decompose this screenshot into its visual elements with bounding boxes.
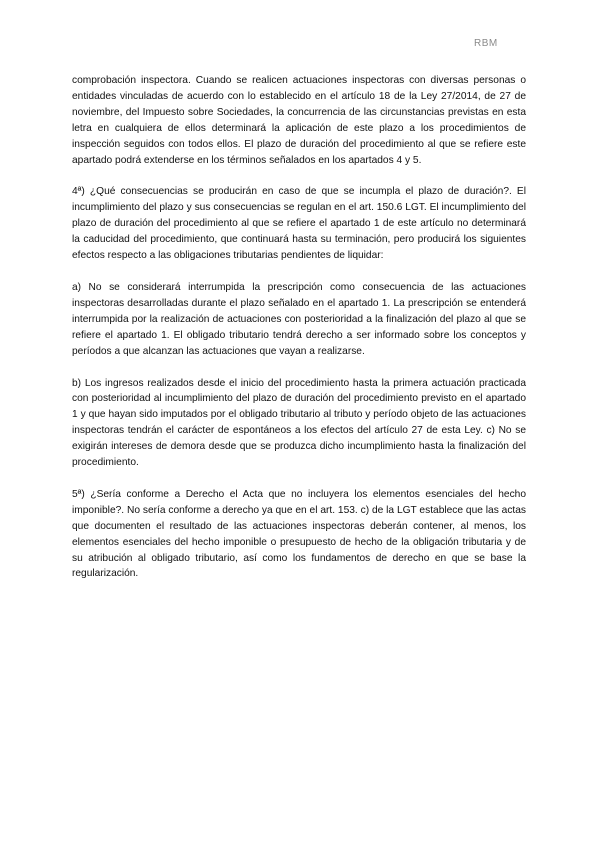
paragraph-item-b: b) Los ingresos realizados desde el inicio del procedimiento hasta la primera actuación practicada con posterioridad al incumplimiento del plazo de duración del procedimiento previsto en el apartado 1 y que hayan sido imputados por el obligado tributario al tributo y período objeto de las actuaciones inspectoras tendrán el carácter de espontáneos a los efectos del artículo 27 de esta Ley. c) No se exigirán intereses de demora desde que se produzca dicho incumplimiento hasta la finalización del procedimiento. [72,377,526,469]
header-initials: RBM [474,38,498,49]
document-body [72,73,526,598]
paragraph-item-a: a) No se considerará interrumpida la prescripción como consecuencia de las actuaciones inspectoras desarrolladas durante el plazo señalado en el apartado 1. La prescripción se entenderá interrumpida por la realización de actuaciones con posterioridad a la finalización del plazo al que se refiere el apartado 1. El obligado tributario tendrá derecho a ser informado sobre los conceptos y períodos a que alcanzan las actuaciones que vayan a realizarse. [72,281,526,357]
paragraph-question-5: 5ª) ¿Sería conforme a Derecho el Acta que no incluyera los elementos esenciales del hecho imponible?. No sería conforme a derecho ya que en el art. 153. c) de la LGT establece que las actas que documenten el resultado de las actuaciones inspectoras deberán contener, al menos, los elementos esenciales del hecho imponible o presupuesto de hecho de la obligación tributaria y de su atribución al obligado tributario, así como los fundamentos de derecho en que se base la regularización. [72,488,526,580]
paragraph-comprobacion: comprobación inspectora. Cuando se realicen actuaciones inspectoras con diversas personas o entidades vinculadas de acuerdo con lo establecido en el artículo 18 de la Ley 27/2014, de 27 de noviembre, del Impuesto sobre Sociedades, la concurrencia de las circunstancias previstas en esta letra en cualquiera de ellos determinará la aplicación de este plazo a los procedimientos de inspección seguidos con todos ellos. El plazo de duración del procedimiento al que se refiere este apartado podrá extenderse en los términos señalados en los apartados 4 y 5. [72,75,526,166]
paragraph-question-4: 4ª) ¿Qué consecuencias se producirán en caso de que se incumpla el plazo de duración?. El incumplimiento del plazo y sus consecuencias se regulan en el art. 150.6 LGT. El incumplimiento del plazo de duración del procedimiento al que se refiere el apartado 1 de este artículo no determinará la caducidad del procedimiento, que continuará hasta su terminación, pero producirá los siguientes efectos respecto a las obligaciones tributarias pendientes de liquidar: [72,186,526,262]
